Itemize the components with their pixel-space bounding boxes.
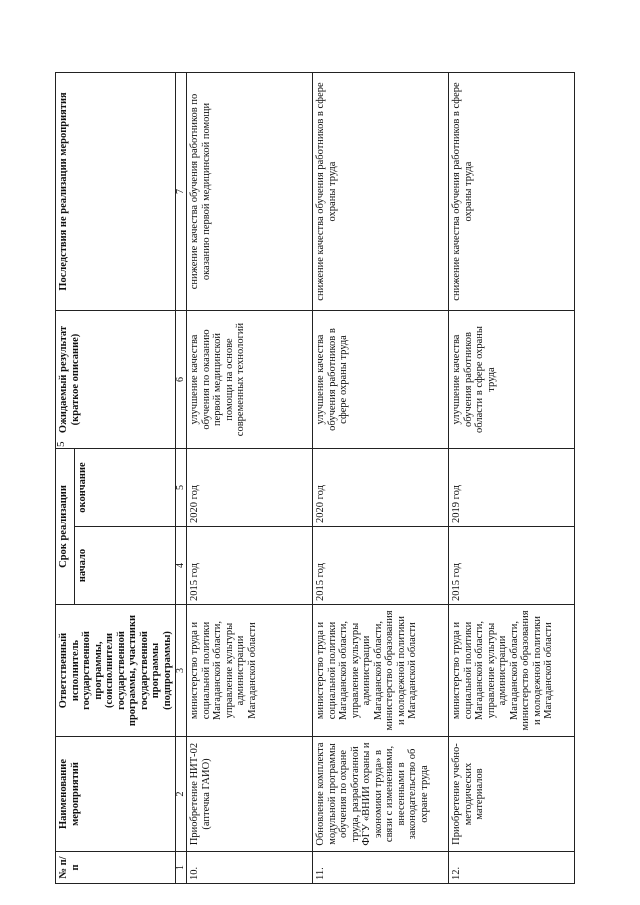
column-number: 7 (176, 73, 187, 311)
start-year: 2015 год (313, 527, 449, 605)
column-numbers-row (176, 73, 187, 884)
end-year: 2020 год (313, 449, 449, 527)
responsible-executor: министерство труда и социальной политики Магаданской области, управление культуры администрации Магаданской области (187, 605, 313, 737)
rotated-table-wrapper (55, 73, 575, 884)
measure-name: Приобретение учебно-методических материалов (449, 737, 575, 852)
responsible-executor: министерство труда и социальной политики Магаданской области, управление культуры администрации Магаданской области, министерство образования и молодежной политики Магаданской области (313, 605, 449, 737)
header-period: Срок реализации (56, 449, 75, 605)
page-number: 5 (55, 441, 67, 447)
header-consequence: Последствия не реализации мероприятия (56, 73, 176, 311)
non-implementation-consequence: снижение качества обучения работников в сфере охраны труда (313, 73, 449, 311)
end-year: 2020 год (187, 449, 313, 527)
program-measures-table (55, 72, 575, 884)
header-start: начало (74, 527, 175, 605)
expected-result: улучшение качества обучения работников в сфере охраны труда (313, 311, 449, 449)
table-row (449, 73, 575, 884)
start-year: 2015 год (449, 527, 575, 605)
expected-result: улучшение качества обучения по оказанию первой медицинской помощи на основе современных технологий (187, 311, 313, 449)
non-implementation-consequence: снижение качества обучения работников по оказанию первой медицинской помощи (187, 73, 313, 311)
non-implementation-consequence: снижение качества обучения работников в сфере охраны труда (449, 73, 575, 311)
row-number: 10. (187, 852, 313, 884)
column-number: 3 (176, 605, 187, 737)
row-number: 11. (313, 852, 449, 884)
header-end: окончание (74, 449, 175, 527)
table-row (313, 73, 449, 884)
column-number: 4 (176, 527, 187, 605)
column-number: 6 (176, 311, 187, 449)
table-row (187, 73, 313, 884)
column-number: 1 (176, 852, 187, 884)
start-year: 2015 год (187, 527, 313, 605)
header-num: № п/п (56, 852, 176, 884)
expected-result: улучшение качества обучения работников области в сфере охраны труда (449, 311, 575, 449)
column-number: 2 (176, 737, 187, 852)
end-year: 2019 год (449, 449, 575, 527)
column-number: 5 (176, 449, 187, 527)
measure-name: Приобретение НИТ-02 (аптечка ГАИО) (187, 737, 313, 852)
measure-name: Обновление комплекта модульной программы обучения по охране труда, разработанной ФГУ «ВНИИ охраны и экономики труда» в связи с изменениями, внесенными в законодательство об охране труда (313, 737, 449, 852)
header-row-1 (56, 73, 75, 884)
header-result: Ожидаемый результат (краткое описание) (56, 311, 176, 449)
header-responsible: Ответственный исполнитель государственной программы, (соисполнители государственной программы, участники государственной программы (подпрограммы) (56, 605, 176, 737)
row-number: 12. (449, 852, 575, 884)
responsible-executor: министерство труда и социальной политики Магаданской области, управление культуры администрации Магаданской области, министерство образования и молодежной политики Магаданской области (449, 605, 575, 737)
header-name: Наименование мероприятий (56, 737, 176, 852)
